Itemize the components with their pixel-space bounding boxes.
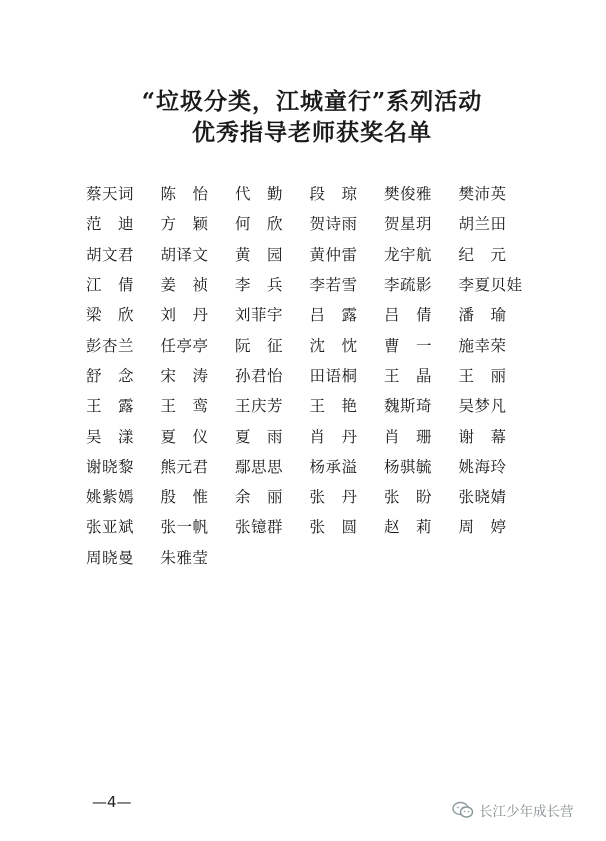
name-entry: 张晓婧: [458, 488, 507, 507]
name-row: [86, 329, 546, 359]
name-entry: 杨骐毓: [384, 457, 433, 476]
name-entry: 吕 倩: [384, 306, 433, 325]
name-entry: 杨承溢: [309, 457, 358, 476]
name-row: [86, 208, 546, 238]
name-entry: 鄢思思: [235, 457, 284, 476]
name-entry: 樊俊雅: [384, 185, 433, 204]
name-entry: 田语桐: [309, 366, 358, 385]
name-entry: 夏 仪: [160, 427, 209, 446]
name-entry: 周晓曼: [86, 548, 135, 567]
name-row: [86, 390, 546, 420]
name-entry: 王庆芳: [235, 397, 284, 416]
name-entry: 张一帆: [160, 518, 209, 537]
name-entry: 梁 欣: [86, 306, 135, 325]
title-line-1: “垃圾分类，江城童行”系列活动: [141, 88, 483, 115]
name-entry: 黄仲雷: [309, 245, 358, 264]
name-entry: 纪 元: [458, 245, 507, 264]
name-entry: 胡兰田: [458, 215, 507, 234]
name-entry: 王 露: [86, 397, 135, 416]
name-entry: 姚紫嫣: [86, 488, 135, 507]
name-entry: 代 勤: [235, 185, 284, 204]
watermark-text: 长江少年成长营: [479, 804, 574, 820]
name-row: [86, 299, 546, 329]
name-entry: 刘菲宇: [235, 306, 284, 325]
name-entry: 谢 幕: [458, 427, 507, 446]
name-entry: 龙宇航: [384, 245, 433, 264]
watermark: [452, 800, 574, 820]
name-entry: 刘 丹: [160, 306, 209, 325]
name-entry: 任亭亭: [160, 336, 209, 355]
name-entry: 张亚斌: [86, 518, 135, 537]
name-entry: 朱雅莹: [160, 548, 209, 567]
name-row: [86, 269, 546, 299]
name-entry: 宋 涛: [160, 366, 209, 385]
name-entry: 王 晶: [384, 366, 433, 385]
name-entry: 彭杏兰: [86, 336, 135, 355]
name-entry: 黄 园: [235, 245, 284, 264]
name-entry: 张镱群: [235, 518, 284, 537]
name-entry: 周 婷: [458, 518, 507, 537]
name-entry: 孙君怡: [235, 366, 284, 385]
name-row: [86, 481, 546, 511]
name-entry: 胡译文: [160, 245, 209, 264]
name-entry: 魏斯琦: [384, 397, 433, 416]
name-entry: 陈 怡: [160, 185, 209, 204]
name-entry: 姚海玲: [458, 457, 507, 476]
name-entry: 施幸荣: [458, 336, 507, 355]
name-entry: 谢晓黎: [86, 457, 135, 476]
name-entry: 肖 丹: [309, 427, 358, 446]
name-entry: 李若雪: [309, 276, 358, 295]
name-entry: 范 迪: [86, 215, 135, 234]
name-entry: 段 琼: [309, 185, 358, 204]
name-row: [86, 451, 546, 481]
name-entry: 潘 瑜: [458, 306, 507, 325]
name-entry: 李疏影: [384, 276, 433, 295]
name-entry: 李夏贝娃: [458, 276, 523, 295]
name-entry: 江 倩: [86, 276, 135, 295]
name-entry: 樊沛英: [458, 185, 507, 204]
name-entry: 王 鸾: [160, 397, 209, 416]
name-entry: 何 欣: [235, 215, 284, 234]
name-entry: 沈 忱: [309, 336, 358, 355]
name-entry: 方 颖: [160, 215, 209, 234]
name-entry: 贺星玥: [384, 215, 433, 234]
name-entry: 熊元君: [160, 457, 209, 476]
name-row: [86, 239, 546, 269]
name-entry: 张 盼: [384, 488, 433, 507]
name-entry: 吕 露: [309, 306, 358, 325]
name-entry: 王 丽: [458, 366, 507, 385]
name-row: [86, 178, 546, 208]
name-entry: 王 艳: [309, 397, 358, 416]
name-entry: 赵 莉: [384, 518, 433, 537]
name-entry: 张 圆: [309, 518, 358, 537]
wechat-icon: [452, 801, 474, 819]
name-entry: 肖 珊: [384, 427, 433, 446]
name-row: [86, 420, 546, 450]
name-entry: 吴梦凡: [458, 397, 507, 416]
name-entry: 曹 一: [384, 336, 433, 355]
name-entry: 蔡天词: [86, 185, 135, 204]
document-title: [0, 86, 606, 148]
name-list: [86, 178, 546, 572]
name-row: [86, 511, 546, 541]
name-entry: 吴 漾: [86, 427, 135, 446]
name-row: [86, 542, 546, 572]
name-entry: 余 丽: [235, 488, 284, 507]
name-entry: 阮 征: [235, 336, 284, 355]
name-row: [86, 360, 546, 390]
name-entry: 张 丹: [309, 488, 358, 507]
name-entry: 姜 祯: [160, 276, 209, 295]
title-line-2: 优秀指导老师获奖名单: [192, 119, 432, 146]
name-entry: 夏 雨: [235, 427, 284, 446]
name-entry: 殷 惟: [160, 488, 209, 507]
page-number: —4—: [92, 793, 132, 811]
name-entry: 胡文君: [86, 245, 135, 264]
name-entry: 李 兵: [235, 276, 284, 295]
name-entry: 舒 念: [86, 366, 135, 385]
name-entry: 贺诗雨: [309, 215, 358, 234]
